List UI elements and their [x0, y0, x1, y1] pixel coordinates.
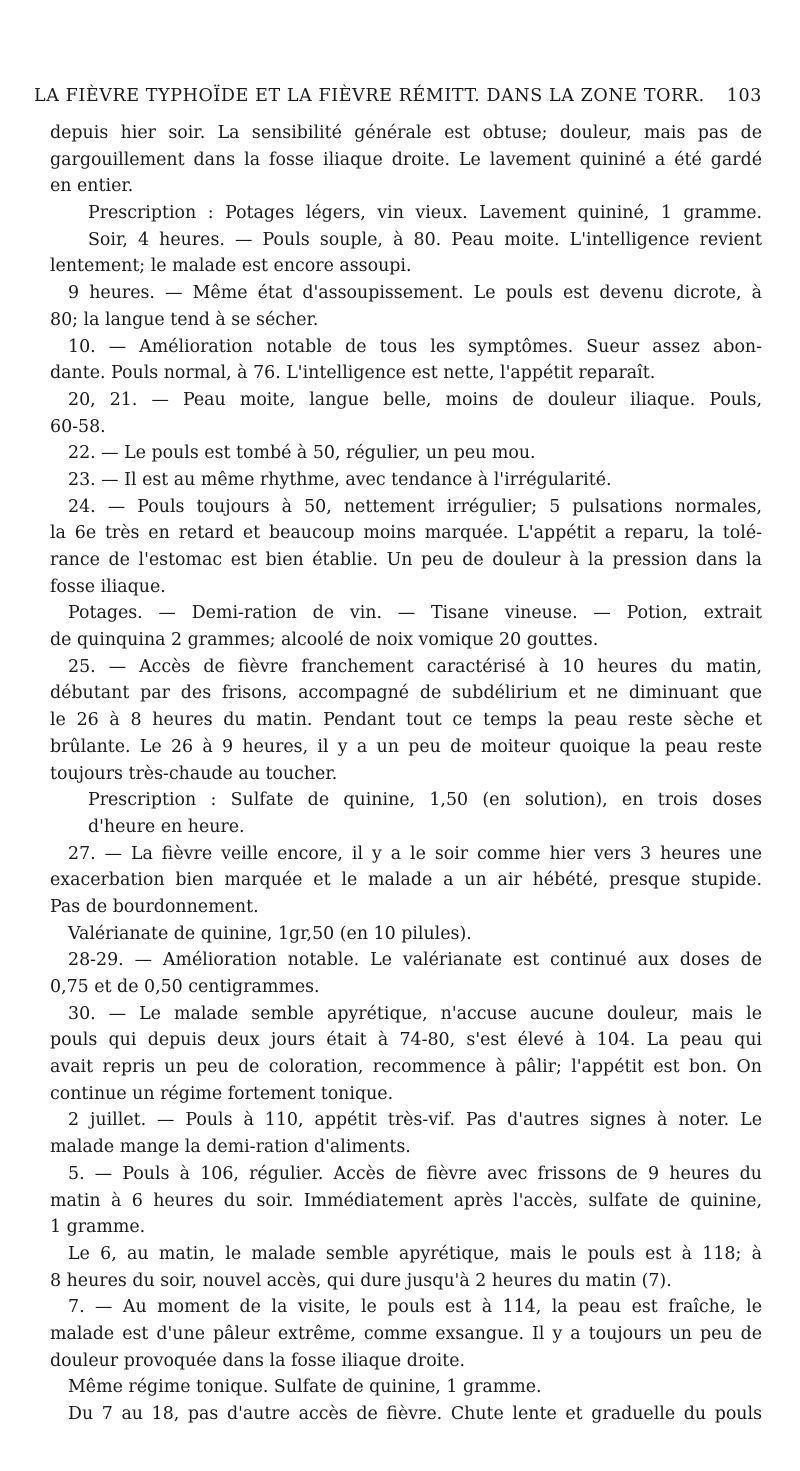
text-line: 20, 21. — Peau moite, langue belle, moins de douleur iliaque. Pouls, [68, 389, 762, 410]
text-line: 24. — Pouls toujours à 50, nettement irrégulier; 5 pulsations normales, [68, 496, 762, 517]
text-line: Soir, 4 heures. — Pouls souple, à 80. Peau moite. L'intelligence revient [88, 229, 762, 250]
text-line: 5. — Pouls à 106, régulier. Accès de fièvre avec frissons de 9 heures du [68, 1163, 762, 1184]
text-line: toujours très-chaude au toucher. [50, 763, 338, 784]
text-line: 9 heures. — Même état d'assoupissement. Le pouls est devenu dicrote, à [68, 283, 762, 304]
text-line: malade mange la demi-ration d'aliments. [50, 1137, 411, 1158]
text-line: la 6e très en retard et beaucoup moins marquée. L'appétit a reparu, la tolé- [50, 523, 762, 544]
text-line: 23. — Il est au même rhythme, avec tendance à l'irrégularité. [68, 469, 612, 490]
text-line: de quinquina 2 grammes; alcoolé de noix vomique 20 gouttes. [50, 630, 599, 651]
text-line: 7. — Au moment de la visite, le pouls est à 114, la peau est fraîche, le [68, 1297, 762, 1318]
text-line: matin à 6 heures du soir. Immédiatement après l'accès, sulfate de quinine, [50, 1190, 762, 1211]
text-line: 25. — Accès de fièvre franchement caractérisé à 10 heures du matin, [68, 656, 762, 677]
text-line: 30. — Le malade semble apyrétique, n'accuse aucune douleur, mais le [68, 1003, 762, 1024]
text-line: dante. Pouls normal, à 76. L'intelligence est nette, l'appétit reparaît. [50, 363, 656, 384]
text-line: 2 juillet. — Pouls à 110, appétit très-vif. Pas d'autres signes à noter. Le [68, 1110, 762, 1131]
text-line: 1 gramme. [50, 1217, 146, 1238]
text-line: 8 heures du soir, nouvel accès, qui dure jusqu'à 2 heures du matin (7). [50, 1270, 672, 1291]
text-line: malade est d'une pâleur extrême, comme exsangue. Il y a toujours un peu de [50, 1323, 762, 1344]
text-line: 60-58. [50, 416, 106, 437]
text-line: depuis hier soir. La sensibilité générale est obtuse; douleur, mais pas de [50, 123, 762, 143]
text-line: Potages. — Demi-ration de vin. — Tisane vineuse. — Potion, extrait [68, 603, 762, 624]
text-line: fosse iliaque. [50, 576, 166, 597]
text-line: 80; la langue tend à se sécher. [50, 309, 319, 330]
text-line: Même régime tonique. Sulfate de quinine, 1 gramme. [68, 1377, 542, 1398]
text-line: avait repris un peu de coloration, recommence à pâlir; l'appétit est bon. On [50, 1057, 762, 1078]
text-line: le 26 à 8 heures du matin. Pendant tout ce temps la peau reste sèche et [50, 710, 762, 731]
text-line: 10. — Amélioration notable de tous les symptômes. Sueur assez abon- [68, 336, 762, 357]
text-line: 27. — La fièvre veille encore, il y a le soir comme hier vers 3 heures une [68, 843, 762, 864]
body-text [50, 120, 762, 1428]
text-line: Le 6, au matin, le malade semble apyrétique, mais le pouls est à 118; à [68, 1243, 762, 1264]
text-line: exacerbation bien marquée et le malade a un air hébété, presque stupide. [50, 870, 762, 891]
text-line: Prescription : Sulfate de quinine, 1,50 (en solution), en trois doses [88, 790, 762, 811]
text-line: rance de l'estomac est bien établie. Un peu de douleur à la pression dans la [50, 550, 762, 570]
text-line: pouls qui depuis deux jours était à 74-80, s'est élevé à 104. La peau qui [50, 1030, 762, 1051]
text-line: Valérianate de quinine, 1gr,50 (en 10 pilules). [68, 923, 472, 944]
text-line: brûlante. Le 26 à 9 heures, il y a un peu de moiteur quoique la peau reste [50, 736, 762, 757]
running-header [34, 86, 762, 106]
text-line: Pas de bourdonnement. [50, 896, 259, 917]
text-line: lentement; le malade est encore assoupi. [50, 256, 412, 277]
text-line: en entier. [50, 176, 134, 197]
text-line: 0,75 et de 0,50 centigrammes. [50, 977, 320, 997]
text-line: Prescription : Potages légers, vin vieux. Lavement quininé, 1 gramme. [88, 203, 762, 224]
text-line: douleur provoquée dans la fosse iliaque droite. [50, 1350, 466, 1371]
text-line: continue un régime fortement tonique. [50, 1083, 394, 1104]
text-line: 28-29. — Amélioration notable. Le valérianate est continué aux doses de [68, 950, 762, 971]
text-line: Du 7 au 18, pas d'autre accès de fièvre. Chute lente et graduelle du pouls [68, 1404, 762, 1424]
running-title: LA FIÈVRE TYPHOÏDE ET LA FIÈVRE RÉMITT. DANS LA ZONE TORR. [34, 86, 705, 106]
text-line: débutant par des frisons, accompagné de subdélirium et ne diminuant que [50, 683, 762, 704]
page-number: 103 [726, 86, 762, 106]
text-line: gargouillement dans la fosse iliaque droite. Le lavement quininé a été gardé [50, 149, 762, 170]
text-line: d'heure en heure. [88, 816, 245, 837]
text-line: 22. — Le pouls est tombé à 50, régulier, un peu mou. [68, 443, 536, 464]
